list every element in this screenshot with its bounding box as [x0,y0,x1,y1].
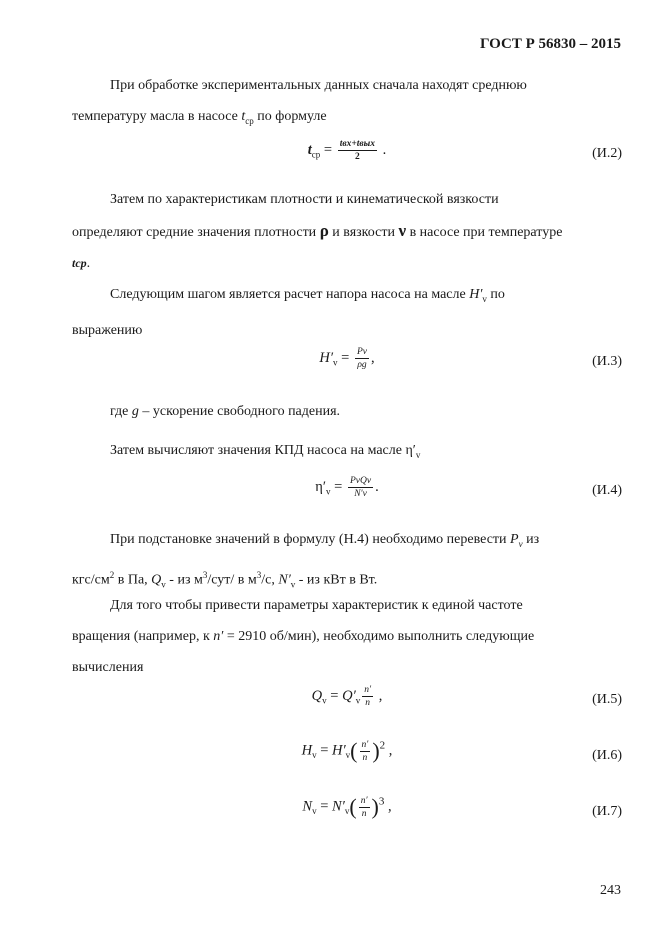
paragraph-7: Для того чтобы привести параметры характеристик к единой частоте вращения (например, к n′ = 2910 об/мин), необходимо выполнить следующие вычисления [72,598,535,675]
paragraph-2: Затем по характеристикам плотности и кинематической вязкости определяют средние значения плотности ρ и вязкости ν в насосе при температуре tср. [72,192,563,271]
page-number: 243 [600,883,621,898]
fraction: $\frac{\text{PvQv}}{N'v}$ [349,476,372,499]
paragraph-6: При подстановке значений в формулу (Н.4) необходимо перевести $P_v$ из кгс/$см^2$ в Па, $Q_v$ - из $м^3/сут/$ в $м^3/с$, $N'_v$ - из кВт в Вт. [72,532,540,590]
formula-i4: $\eta'_v$ = $\frac{\text{PvQv}}{N'v}$ . (И.4) [315,476,622,499]
paragraph-5: Затем вычисляют значения КПД насоса на масле $\eta'_v$ [110,443,421,460]
document-header: ГОСТ Р 56830 – 2015 [479,36,621,52]
equation-number: (И.6) [592,748,622,763]
fraction: $\frac{Pv}{\rho g}$ [356,347,367,370]
p1-line1: При обработке экспериментальных данных сначала находят среднюю [110,78,527,93]
equation-number: (И.3) [592,354,622,369]
equation-number: (И.7) [592,804,622,819]
formula-i6: $H_v = H'_v$( $\frac{n'}{n}$ )$^2$ , (И.6) [301,738,622,763]
fraction: $\frac{n'}{n}$ [364,685,372,708]
paragraph-4: где g – ускорение свободного падения. [110,404,341,419]
paragraph-1: При обработке экспериментальных данных сначала находят среднюю температуру масла в насосе $t_{ср}$ по формуле [72,78,527,126]
fraction: $\frac{n'}{n}$ [360,795,368,819]
fraction: $\frac{\text{tвх+tвых}}{2}$ [339,139,375,162]
formula-i3: $H'_v$ = $\frac{Pv}{\rho g}$ , (И.3) [319,347,622,370]
formula-i7: $N_v = N'_v$( $\frac{n'}{n}$ )$^3$ , (И.7) [302,794,622,819]
equation-number: (И.4) [592,483,622,498]
formula-i2: $t_{ср}$ = $\frac{\text{tвх+tвых}}{2}$ . (И.2) [307,139,622,162]
formula-i5: $Q_v = Q'_v$ $\frac{n'}{n}$ , (И.5) [311,685,622,708]
equation-number: (И.5) [592,692,622,707]
paragraph-3: Следующим шагом является расчет напора насоса на масле $H'_v$ по выражению [72,287,505,338]
equation-number: (И.2) [592,146,622,161]
fraction: $\frac{n'}{n}$ [361,739,369,763]
